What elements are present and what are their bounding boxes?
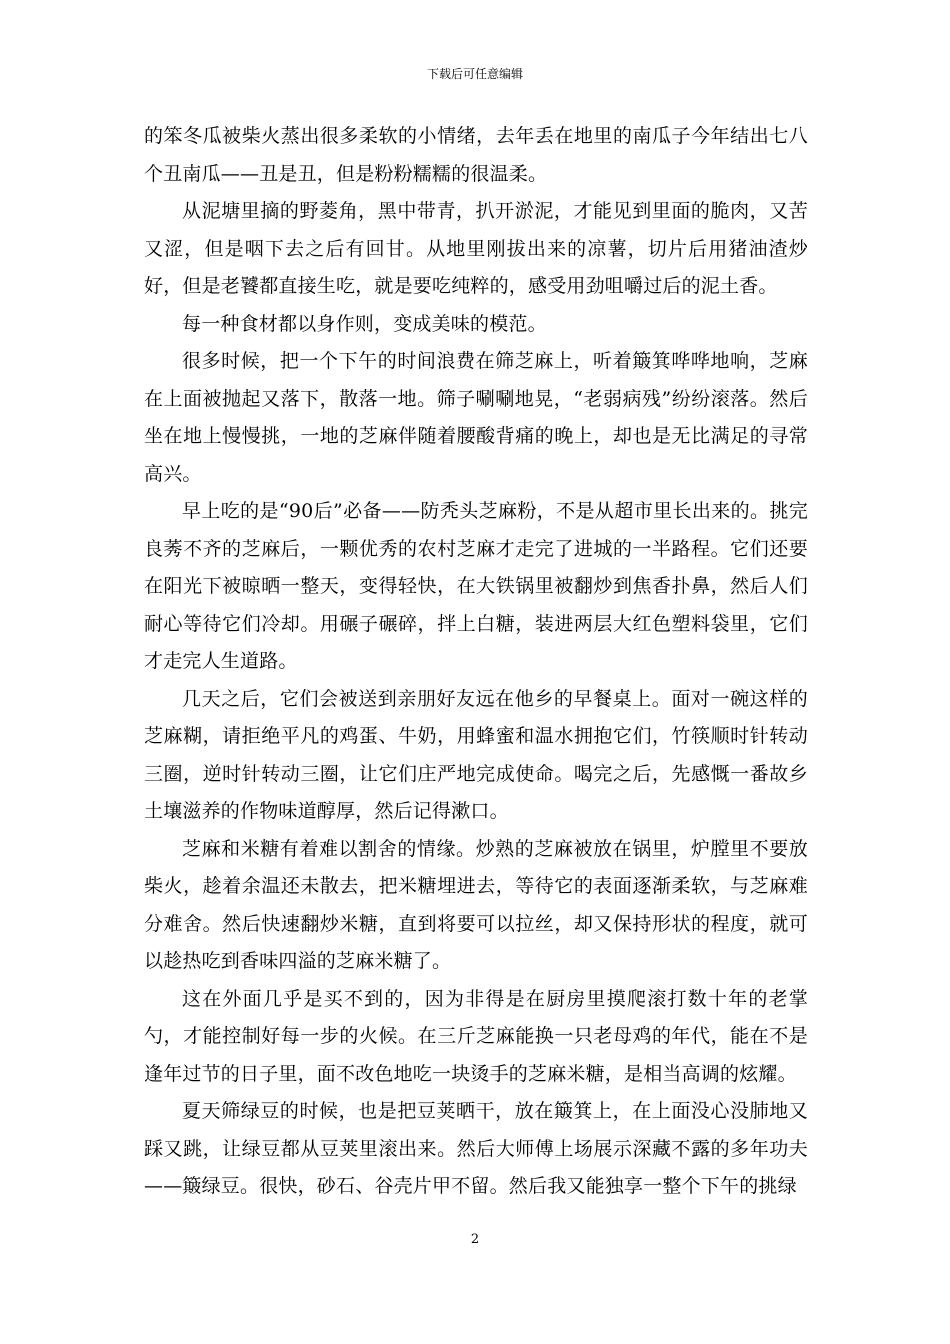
page-header: 下载后可任意编辑 — [426, 67, 523, 81]
document-body — [144, 118, 808, 1206]
paragraph-continued: 的笨冬瓜被柴火蒸出很多柔软的小情绪，去年丢在地里的南瓜子今年结出七八个丑南瓜——丑是丑，但是粉粉糯糯的很温柔。 — [144, 125, 808, 185]
paragraph: 夏天筛绿豆的时候，也是把豆荚晒干，放在簸箕上，在上面没心没肺地又踩又跳，让绿豆都从豆荚里滚出来。然后大师傅上场展示深藏不露的多年功夫——簸绿豆。很快，砂石、谷壳片甲不留。然后我又能独享一整个下午的挑绿 — [144, 1100, 808, 1197]
page-number: 2 — [470, 1232, 480, 1247]
paragraph: 这在外面几乎是买不到的，因为非得是在厨房里摸爬滚打数十年的老掌勺，才能控制好每一步的火候。在三斤芝麻能换一只老母鸡的年代，能在不是逢年过节的日子里，面不改色地吃一块烫手的芝麻米糖，是相当高调的炫耀。 — [144, 987, 808, 1085]
paragraph: 每一种食材都以身作则，变成美味的模范。 — [182, 312, 547, 335]
paragraph: 很多时候，把一个下午的时间浪费在筛芝麻上，听着簸箕哗哗地响，芝麻在上面被抛起又落下，散落一地。筛子唰唰地晃，“老弱病残”纷纷滚落。然后坐在地上慢慢挑，一地的芝麻伴随着腰酸背痛的晚上，却也是无比满足的寻常高兴。 — [144, 350, 808, 485]
paragraph: 从泥塘里摘的野菱角，黑中带青，扒开淤泥，才能见到里面的脆肉，又苦又涩，但是咽下去之后有回甘。从地里刚拔出来的凉薯，切片后用猪油渣炒好，但是老饕都直接生吃，就是要吃纯粹的，感受用劲咀嚼过后的泥土香。 — [144, 200, 808, 297]
paragraph: 芝麻和米糖有着难以割舍的情缘。炒熟的芝麻被放在锅里，炉膛里不要放柴火，趁着余温还未散去，把米糖埋进去，等待它的表面逐渐柔软，与芝麻难分难舍。然后快速翻炒米糖，直到将要可以拉丝，却又保持形状的程度，就可以趁热吃到香味四溢的芝麻米糖了。 — [144, 837, 808, 972]
paragraph: 早上吃的是“90后”必备——防秃头芝麻粉，不是从超市里长出来的。挑完良莠不齐的芝麻后，一颗优秀的农村芝麻才走完了进城的一半路程。它们还要在阳光下被晾晒一整天，变得轻快，在大铁锅里被翻炒到焦香扑鼻，然后人们耐心等待它们冷却。用碾子碾碎，拌上白糖，装进两层大红色塑料袋里，它们才走完人生道路。 — [144, 500, 808, 672]
paragraph: 几天之后，它们会被送到亲朋好友远在他乡的早餐桌上。面对一碗这样的芝麻糊，请拒绝平凡的鸡蛋、牛奶，用蜂蜜和温水拥抱它们，竹筷顺时针转动三圈，逆时针转动三圈，让它们庄严地完成使命。喝完之后，先感慨一番故乡土壤滋养的作物味道醇厚，然后记得漱口。 — [144, 687, 808, 822]
